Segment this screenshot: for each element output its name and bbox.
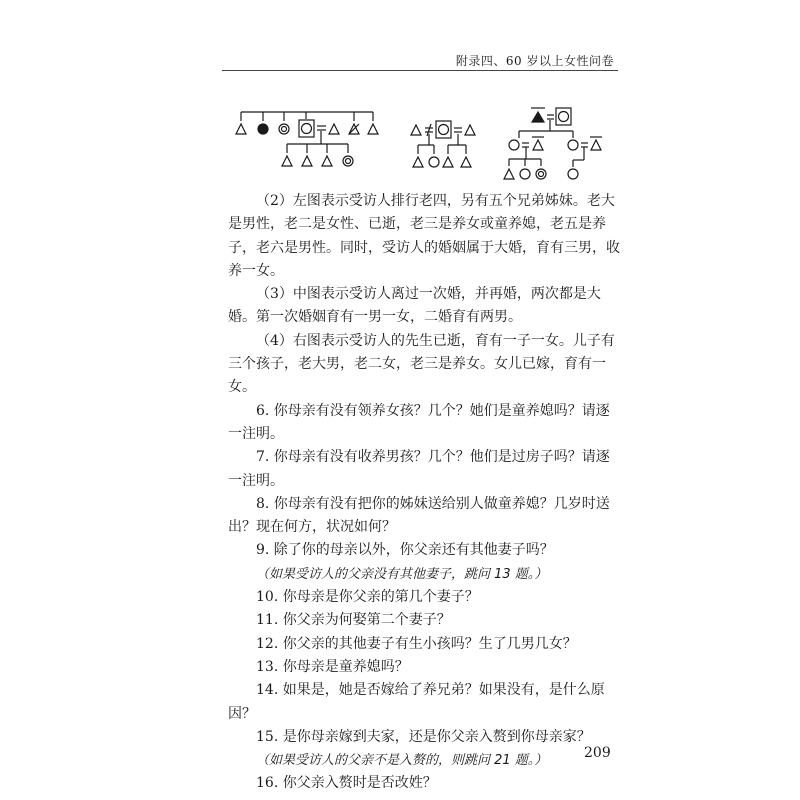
question-14: 14. 如果是，她是否嫁给了养兄弟？如果没有，是什么原因？: [228, 682, 605, 722]
paragraph-diagram-2: （2）左图表示受访人排行老四，另有五个兄弟姊妹。老大是男性，老二是女性、已逝，老三是养女或童养媳，老五是养子，老六是男性。同时，受访人的婚姻属于大婚，育有三男，收养一女。: [228, 193, 620, 279]
triangle-male-icon: [236, 124, 246, 134]
question-6: 6. 你母亲有没有领养女孩？几个？她们是童养媳吗？请逐一注明。: [228, 402, 610, 442]
question-15: 15. 是你母亲嫁到夫家，还是你父亲入赘到你母亲家？: [256, 728, 591, 745]
paragraph-diagram-4: （4）右图表示受访人的先生已逝，育有一子一女。儿子有三个孩子，老大男，老二女，老三是养女。女儿已嫁，育有一女。: [228, 332, 615, 396]
question-9: 9. 除了你的母亲以外，你父亲还有其他妻子吗？: [256, 542, 554, 559]
filled-triangle-deceased-icon: [532, 112, 544, 122]
circle-adopted-female-icon: [279, 124, 289, 134]
triangle-husband-icon: [329, 124, 339, 134]
kinship-diagram-left: [236, 112, 378, 166]
kinship-diagram-middle: [411, 121, 475, 167]
triangle-male-icon: [368, 124, 378, 134]
filled-circle-deceased-icon: [258, 124, 268, 134]
question-8: 8. 你母亲有没有把你的姊妹送给别人做童养媳？几岁时送出？现在何方，状况如何？: [228, 495, 610, 536]
question-7: 7. 你母亲有没有收养男孩？几个？他们是过房子吗？请逐一注明。: [228, 449, 610, 489]
question-13: 13. 你母亲是童养媳吗？: [256, 658, 409, 675]
paragraph-diagram-3: （3）中图表示受访人离过一次婚，并再婚，两次都是大婚。第一次婚姻育有一男一女，二婚育有两男。: [228, 286, 601, 326]
skip-note: （如果受访人的父亲不是入赘的，则跳问 21 题。）: [256, 753, 548, 769]
question-10: 10. 你母亲是你父亲的第几个妻子？: [256, 589, 479, 606]
body-text: [228, 190, 620, 796]
page-number: 209: [584, 745, 611, 761]
running-header: 附录四、60 岁以上女性问卷: [455, 54, 614, 68]
kinship-diagram-right: [504, 108, 602, 179]
question-12: 12. 你父亲的其他妻子有生小孩吗？生了几男几女？: [256, 635, 577, 652]
skip-note: （如果受访人的父亲没有其他妻子，跳问 13 题。）: [256, 566, 548, 582]
question-11: 11. 你父亲为何娶第二个妻子？: [256, 612, 451, 629]
question-16: 16. 你父亲入赘时是否改姓？: [256, 775, 437, 792]
